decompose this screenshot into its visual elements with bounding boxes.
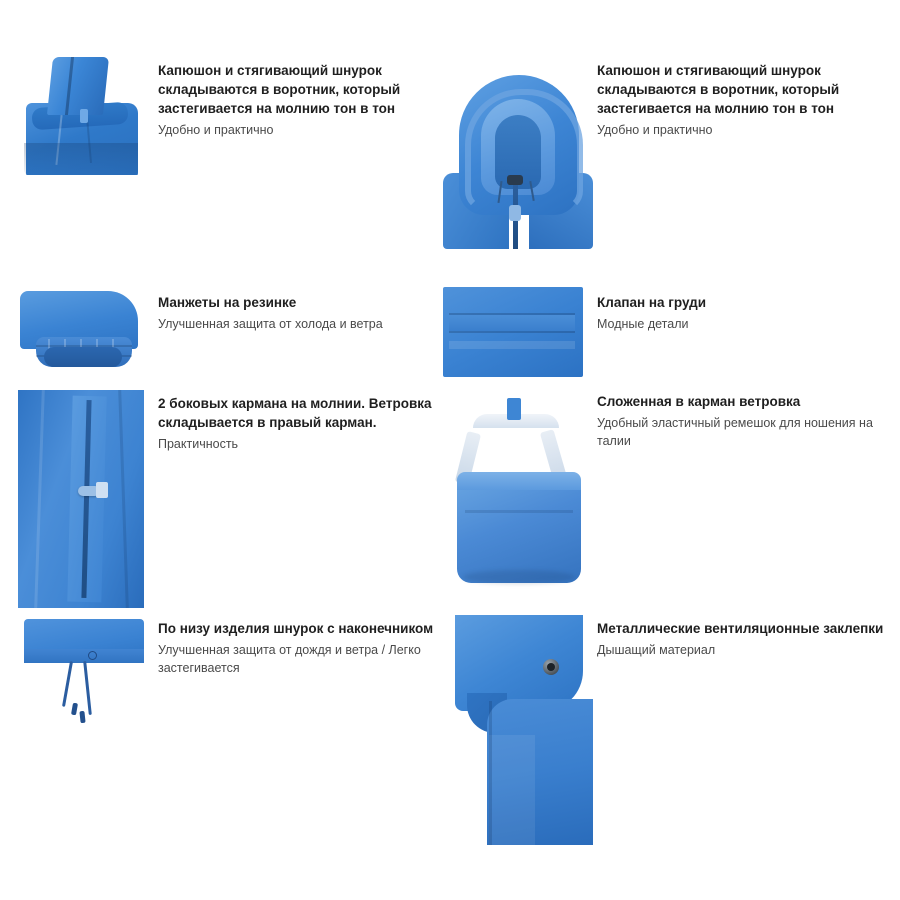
feature-caption bbox=[597, 285, 893, 333]
jacket-collar-with-packed-hood-photo bbox=[18, 55, 146, 175]
feature-subtitle: Удобно и практично bbox=[158, 123, 274, 138]
feature-caption bbox=[158, 390, 458, 453]
feature-collar-packed-hood bbox=[18, 55, 458, 245]
feature-subtitle: Улучшенная защита от холода и ветра bbox=[158, 317, 383, 332]
feature-caption bbox=[597, 390, 893, 450]
feature-title: По низу изделия шнурок с наконечником bbox=[158, 621, 434, 636]
side-zip-pocket-photo bbox=[18, 390, 146, 610]
feature-hem-drawcord bbox=[18, 615, 458, 775]
feature-subtitle: Улучшенная защита от дождя и ветра / Легко застегивается bbox=[158, 643, 421, 676]
feature-subtitle: Практичность bbox=[158, 437, 239, 452]
feature-packed-pouch bbox=[443, 390, 893, 610]
feature-title: Сложенная в карман ветровка bbox=[597, 394, 801, 409]
feature-title: Манжеты на резинке bbox=[158, 295, 297, 310]
feature-caption bbox=[158, 615, 458, 677]
packed-jacket-pouch-photo bbox=[443, 390, 593, 595]
feature-elastic-cuff bbox=[18, 285, 458, 395]
feature-title: Капюшон и стягивающий шнурок складываются в воротник, который застегивается на молнию тон в тон bbox=[597, 63, 840, 117]
feature-subtitle: Дышащий материал bbox=[597, 643, 716, 658]
chest-flap-photo bbox=[443, 285, 593, 377]
feature-title: Клапан на груди bbox=[597, 295, 707, 310]
feature-caption bbox=[158, 55, 458, 140]
feature-side-zip-pocket bbox=[18, 390, 458, 620]
feature-subtitle: Удобно и практично bbox=[597, 123, 713, 138]
hem-drawcord-photo bbox=[18, 615, 146, 730]
jacket-hood-front-photo bbox=[443, 55, 593, 250]
feature-caption bbox=[597, 615, 893, 659]
feature-caption bbox=[597, 55, 893, 140]
feature-chest-flap bbox=[443, 285, 893, 395]
metal-ventilation-eyelet-photo bbox=[443, 615, 593, 845]
feature-caption bbox=[158, 285, 458, 333]
feature-metal-eyelet bbox=[443, 615, 893, 865]
feature-subtitle: Модные детали bbox=[597, 317, 689, 332]
feature-title: 2 боковых кармана на молнии. Ветровка складывается в правый карман. bbox=[158, 396, 432, 431]
feature-subtitle: Удобный эластичный ремешок для ношения на талии bbox=[597, 416, 873, 449]
feature-hood-front bbox=[443, 55, 893, 275]
elastic-cuff-photo bbox=[18, 285, 146, 380]
feature-title: Металлические вентиляционные заклепки bbox=[597, 621, 884, 636]
feature-title: Капюшон и стягивающий шнурок складываются в воротник, который застегивается на молнию тон в тон bbox=[158, 63, 401, 117]
